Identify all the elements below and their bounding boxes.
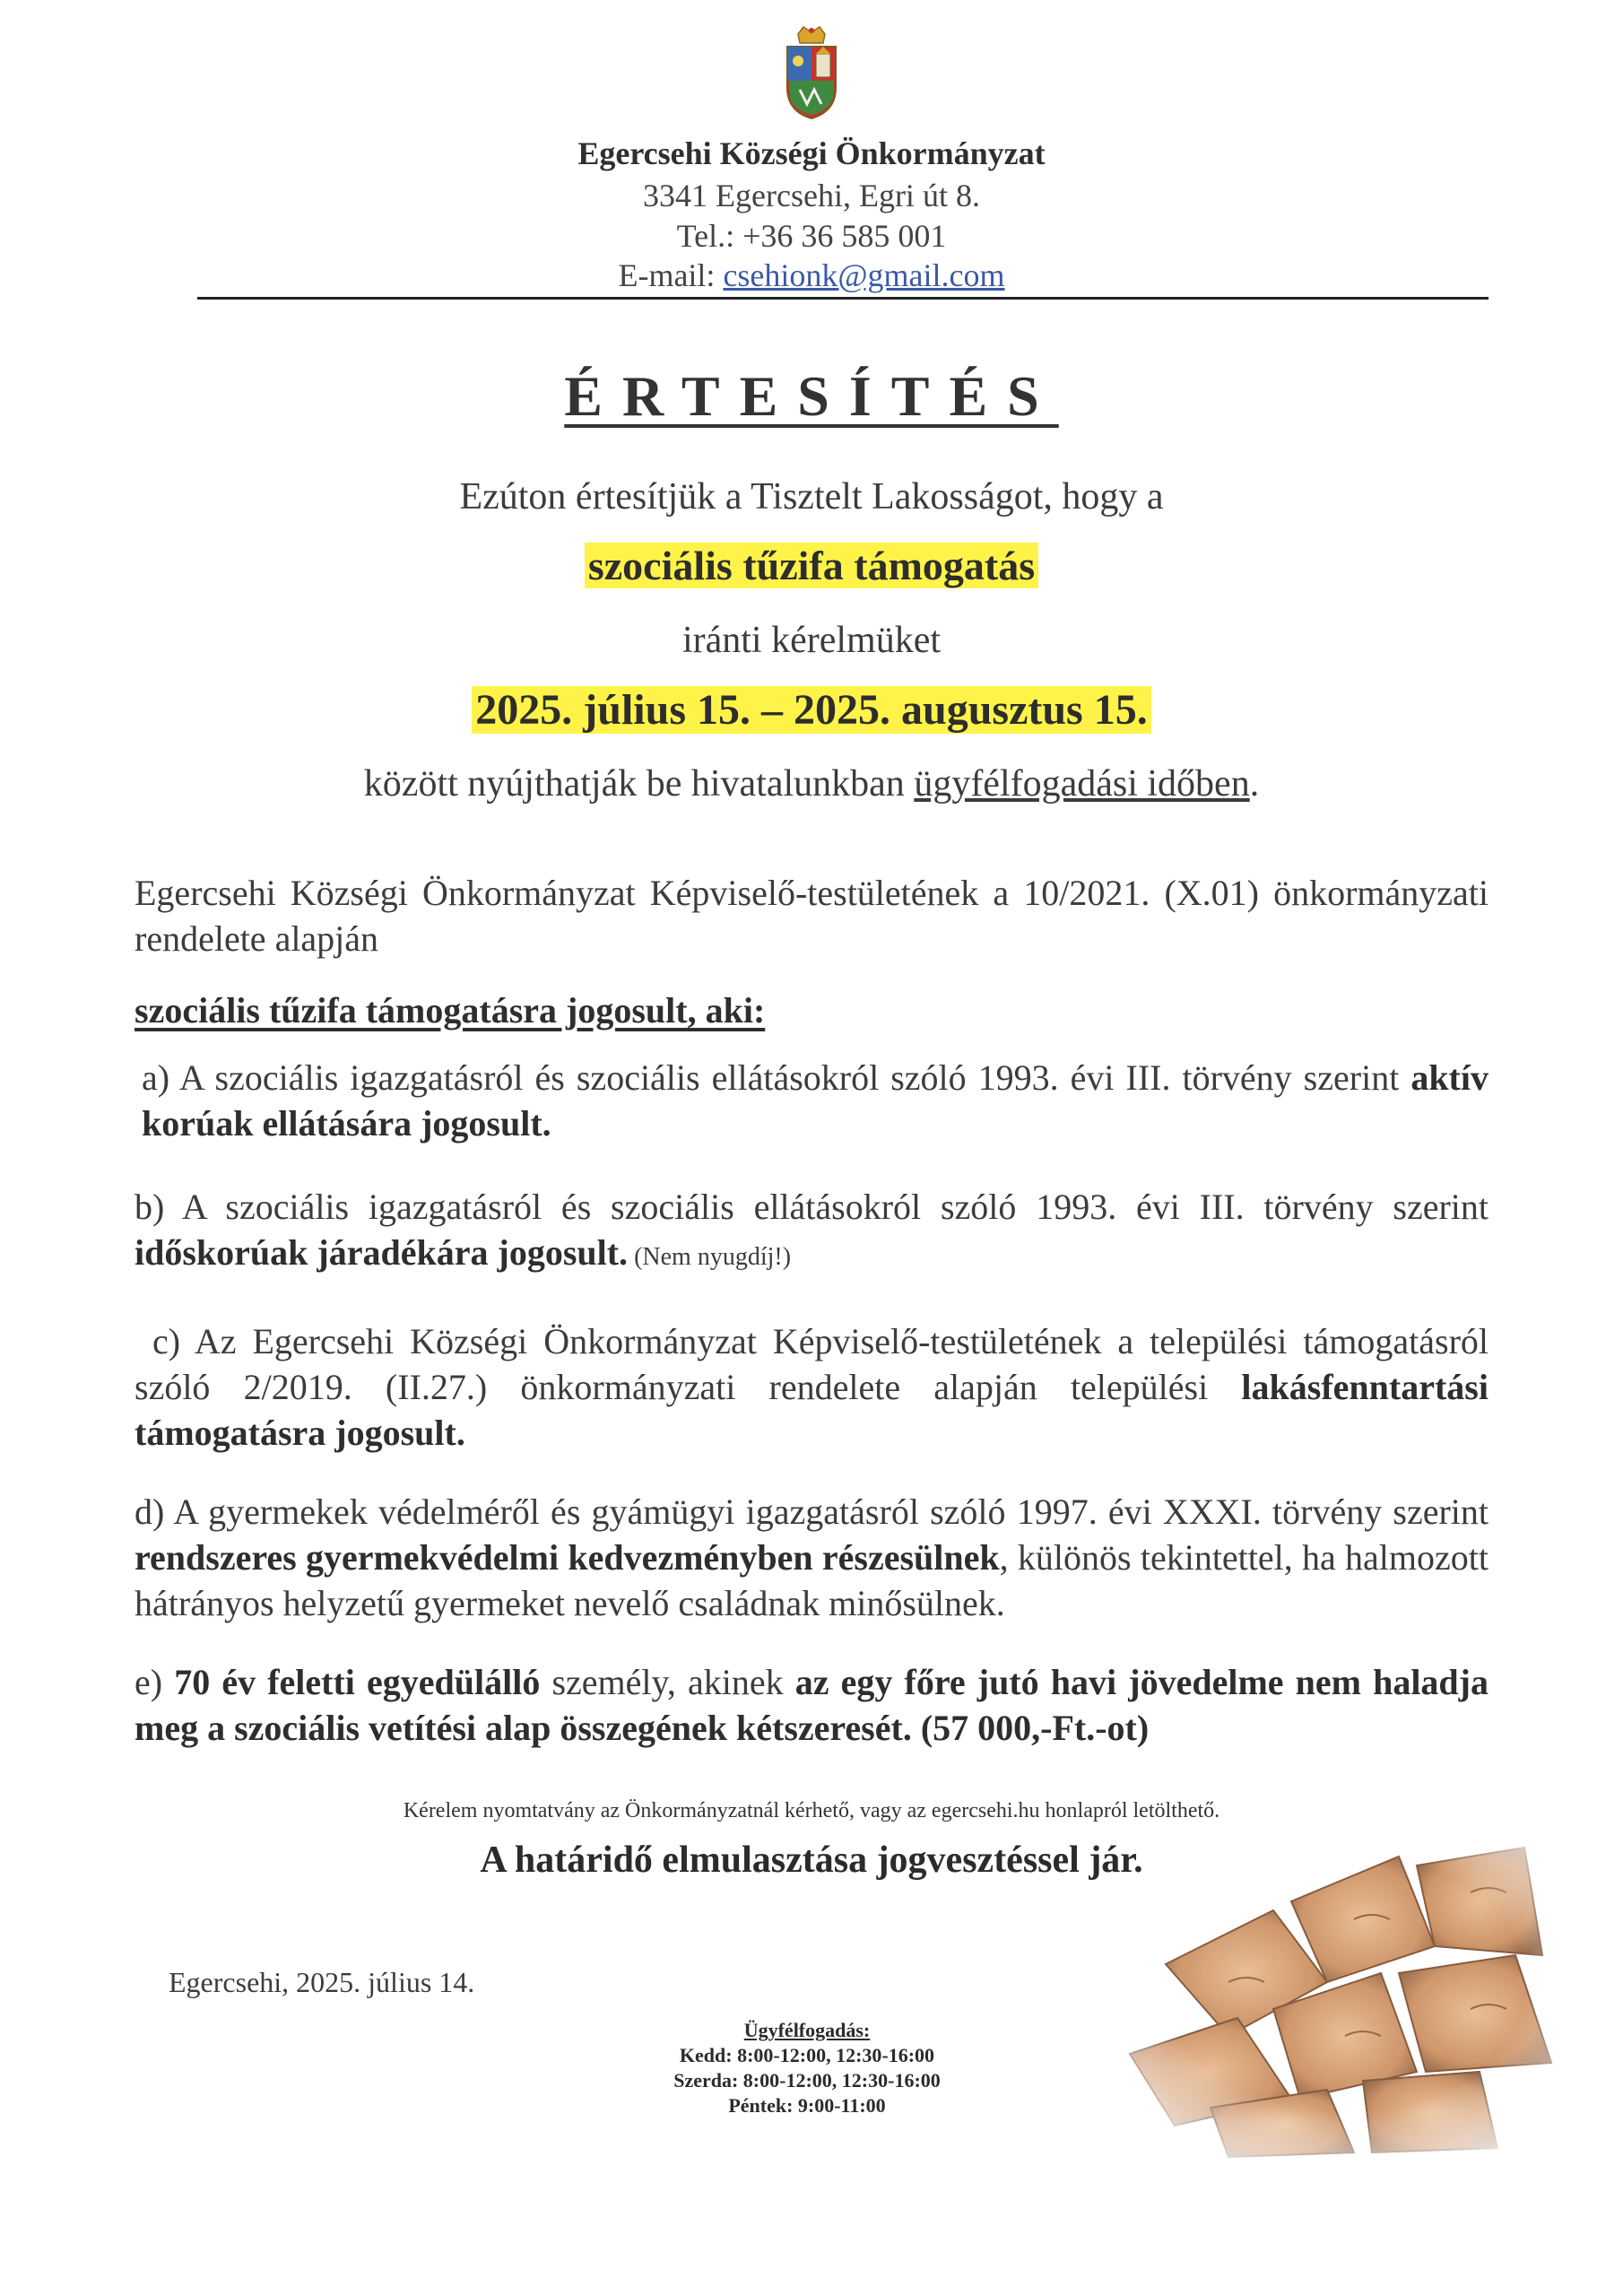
organization-address: 3341 Egercsehi, Egri út 8. bbox=[643, 178, 980, 213]
highlight-subsidy-text: szociális tűzifa támogatás bbox=[585, 543, 1038, 588]
item-a-text: a) A szociális igazgatásról és szociális ellátásokról szóló 1993. évi III. törvény szerint bbox=[142, 1057, 1411, 1098]
header-divider bbox=[197, 297, 1488, 300]
intro-highlight-subsidy bbox=[0, 542, 1623, 589]
eligibility-item-c bbox=[135, 1318, 1488, 1456]
item-d-text-2: , különös tekintettel, ha halmozott hátrányos helyzetű gyermeket nevelő családnak minősülnek. bbox=[135, 1537, 1488, 1623]
item-b-note: (Nem nyugdíj!) bbox=[628, 1243, 792, 1271]
item-e-prefix: e) bbox=[135, 1662, 175, 1702]
eligibility-item-b bbox=[135, 1184, 1488, 1280]
intro-line-3-suffix: . bbox=[1249, 763, 1260, 804]
intro-highlight-period bbox=[0, 685, 1623, 735]
item-a-bold: aktív korúak ellátására jogosult. bbox=[142, 1057, 1488, 1144]
item-c-text: c) Az Egercsehi Községi Önkormányzat Képviselő-testületének a települési támogatásról szóló 2/2019. (II.27.) önkormányzati rendelete alapján települési bbox=[135, 1321, 1488, 1407]
item-d-bold: rendszeres gyermekvédelmi kedvezményben részesülnek bbox=[135, 1537, 1000, 1578]
item-c-bold: lakásfenntartási támogatásra jogosult. bbox=[135, 1367, 1488, 1453]
office-hours-underlined: ügyfélfogadási időben bbox=[914, 763, 1250, 804]
highlight-period-text: 2025. július 15. – 2025. augusztus 15. bbox=[472, 686, 1150, 734]
item-d-text-1: d) A gyermekek védelméről és gyámügyi igazgatásról szóló 1997. évi XXXI. törvény szerint bbox=[135, 1492, 1488, 1532]
eligibility-item-d bbox=[135, 1489, 1488, 1626]
notice-title: ÉRTESÍTÉS bbox=[564, 364, 1059, 428]
item-e-text-1: személy, akinek bbox=[540, 1662, 795, 1702]
form-availability-note: Kérelem nyomtatvány az Önkormányzatnál kérhető, vagy az egercsehi.hu honlapról letölthető. bbox=[403, 1799, 1220, 1822]
item-b-text: b) A szociális igazgatásról és szociális ellátásokról szóló 1993. évi III. törvény szerint bbox=[135, 1187, 1488, 1227]
place-and-date: Egercsehi, 2025. július 14. bbox=[169, 1966, 475, 1998]
email-link[interactable]: csehionk@gmail.com bbox=[723, 257, 1005, 293]
organization-email bbox=[0, 257, 1623, 294]
organization-name: Egercsehi Községi Önkormányzat bbox=[577, 135, 1046, 171]
organization-phone: Tel.: +36 36 585 001 bbox=[676, 218, 947, 254]
item-b-bold: időskorúak járadékára jogosult. bbox=[135, 1232, 629, 1273]
item-e-bold-2: az egy főre jutó havi jövedelme nem haladja meg a szociális vetítési alap összegének kétszeresét. (57 000,-Ft.-ot) bbox=[135, 1662, 1488, 1748]
deadline-warning: A határidő elmulasztása jogvesztéssel jár. bbox=[480, 1839, 1143, 1881]
office-hours-tuesday: Kedd: 8:00-12:00, 12:30-16:00 bbox=[679, 2044, 935, 2066]
office-hours-friday: Péntek: 9:00-11:00 bbox=[728, 2094, 886, 2117]
intro-line-3-prefix: között nyújthatják be hivatalunkban bbox=[363, 763, 915, 804]
office-hours-wednesday: Szerda: 8:00-12:00, 12:30-16:00 bbox=[673, 2069, 941, 2092]
office-hours-block bbox=[628, 2018, 986, 2118]
coat-of-arms-icon bbox=[780, 25, 843, 122]
item-e-bold-1: 70 év feletti egyedülálló bbox=[174, 1662, 541, 1702]
eligibility-heading: szociális tűzifa támogatásra jogosult, aki: bbox=[135, 990, 766, 1031]
eligibility-item-e bbox=[135, 1659, 1488, 1751]
intro-line-3 bbox=[0, 762, 1623, 805]
intro-line-1: Ezúton értesítjük a Tisztelt Lakosságot, hogy a bbox=[459, 476, 1164, 517]
legal-basis-paragraph: Egercsehi Községi Önkormányzat Képviselő-testületének a 10/2021. (X.01) önkormányzati rendelete alapján bbox=[135, 873, 1488, 959]
eligibility-item-a bbox=[142, 1055, 1488, 1146]
email-label: E-mail: bbox=[618, 257, 724, 293]
intro-line-2: iránti kérelmüket bbox=[681, 620, 942, 661]
office-hours-title: Ügyfélfogadás: bbox=[743, 2019, 871, 2041]
